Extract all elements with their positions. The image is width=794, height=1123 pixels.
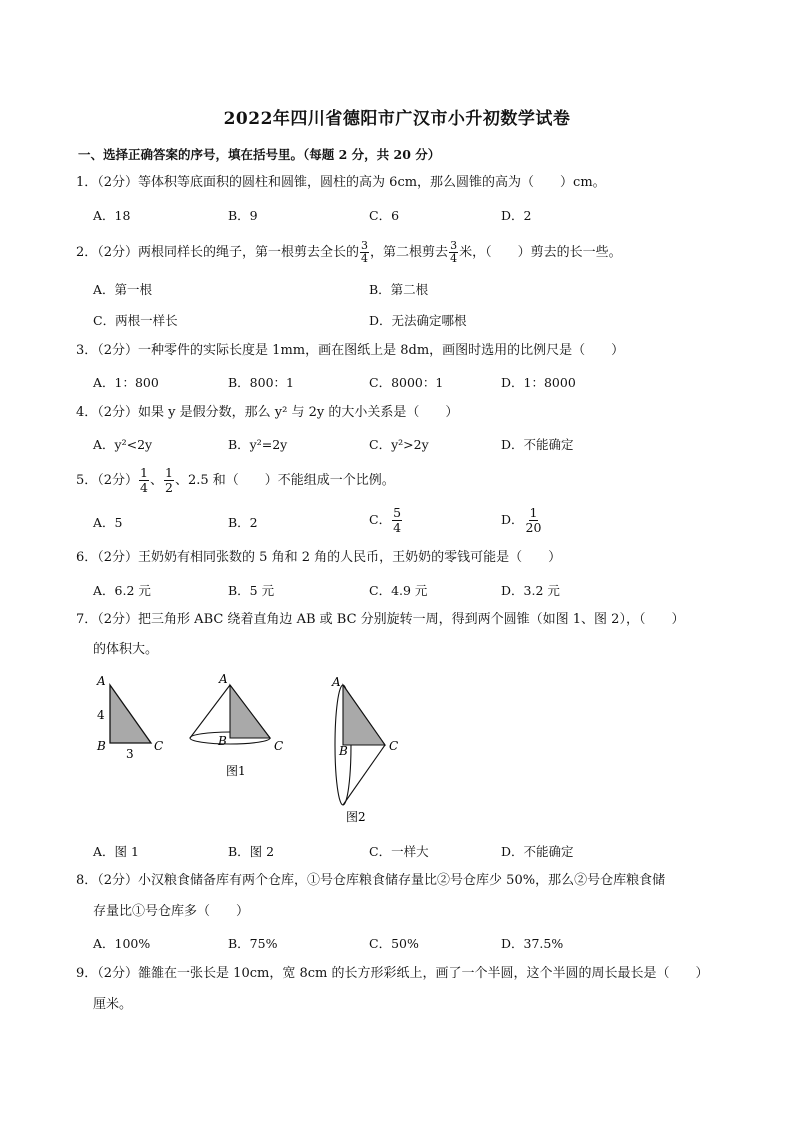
option-a[interactable]: A．1：800 — [93, 375, 159, 390]
option-b[interactable]: B．第二根 — [369, 282, 429, 297]
option-b[interactable]: B．9 — [228, 208, 258, 223]
option-d[interactable]: D．2 — [501, 208, 532, 223]
option-b[interactable]: B．图 2 — [228, 844, 275, 859]
label-b: B — [97, 739, 106, 753]
exam-title: 2022年四川省德阳市广汉市小升初数学试卷 — [223, 109, 571, 129]
question-2-text-start: 2．（2分）两根同样长的绳子，第一根剪去全长的 — [76, 245, 360, 260]
question-5-text: 、2.5 和（ ）不能组成一个比例。 — [174, 473, 395, 488]
option-c[interactable]: C．8000：1 — [369, 375, 444, 390]
question-3: 3．（2分）一种零件的实际长度是 1mm，画在图纸上是 8dm，画图时选用的比例尺是（ ） — [76, 343, 625, 358]
label-b: B — [339, 744, 348, 758]
fraction: $\frac{1}{2}$ — [165, 465, 173, 495]
cone2-triangle — [343, 685, 385, 745]
fraction: $\frac{3}{4}$ — [361, 239, 369, 265]
question-2-text-end: 米，（ ）剪去的长一些。 — [459, 245, 622, 260]
option-c[interactable]: C． $\frac{5}{4}$ — [369, 505, 402, 535]
question-7-line2: 的体积大。 — [93, 642, 159, 657]
label-a: A — [97, 674, 106, 688]
option-b[interactable]: B．75% — [228, 936, 278, 951]
option-c[interactable]: C．50% — [369, 936, 419, 951]
question-4: 4．（2分）如果 y 是假分数，那么 y² 与 2y 的大小关系是（ ） — [76, 405, 459, 420]
question-9-line1: 9．（2分）雒雒在一张长是 10cm，宽 8cm 的长方形彩纸上，画了一个半圆，这个半圆的周长最长是（ ） — [76, 966, 709, 981]
option-b[interactable]: B．2 — [228, 515, 258, 530]
label-c: C — [154, 739, 164, 753]
option-a[interactable]: A．6.2 元 — [93, 583, 151, 598]
label-bc-length: 3 — [126, 747, 134, 761]
option-a[interactable]: A．第一根 — [93, 282, 153, 297]
option-b[interactable]: B．800：1 — [228, 375, 294, 390]
option-a[interactable]: A．18 — [93, 208, 131, 223]
option-d[interactable]: D．无法确定哪根 — [369, 313, 467, 328]
option-b[interactable]: B．5 元 — [228, 583, 275, 598]
question-6: 6．（2分）王奶奶有相同张数的 5 角和 2 角的人民币，王奶奶的零钱可能是（ ） — [76, 550, 562, 565]
fraction: $\frac{1}{4}$ — [140, 465, 148, 495]
question-7-line1: 7．（2分）把三角形 ABC 绕着直角边 AB 或 BC 分别旋转一周，得到两个圆锥（如图 1、图 2），（ ） — [76, 612, 685, 627]
option-c[interactable]: C．4.9 元 — [369, 583, 428, 598]
option-a[interactable]: A．y²<2y — [93, 437, 153, 452]
option-c[interactable]: C．6 — [369, 208, 400, 223]
question-1: 1．（2分）等体积等底面积的圆柱和圆锥，圆柱的高为 6cm，那么圆锥的高为（ ）cm。 — [76, 175, 606, 190]
question-5-number: 5．（2分） — [76, 473, 139, 488]
label-c: C — [274, 739, 284, 753]
option-a[interactable]: A．图 1 — [93, 844, 139, 859]
option-d[interactable]: D．不能确定 — [501, 437, 574, 452]
question-5 — [76, 466, 395, 495]
option-d[interactable]: D．1：8000 — [501, 375, 576, 390]
question-8-line1: 8．（2分）小汉粮食储备库有两个仓库，①号仓库粮食储存量比②号仓库少 50%，那么②号仓库粮食储 — [76, 873, 666, 888]
triangle-abc — [110, 685, 151, 743]
option-a[interactable]: A．5 — [93, 515, 123, 530]
question-8-line2: 存量比①号仓库多（ ） — [93, 904, 250, 919]
label-a: A — [219, 672, 228, 686]
question-9-line2: 厘米。 — [93, 997, 133, 1012]
label-c: C — [389, 739, 399, 753]
option-d[interactable]: D．3.2 元 — [501, 583, 560, 598]
fig1-caption: 图1 — [226, 764, 246, 778]
separator: 、 — [150, 473, 164, 488]
question-2 — [76, 240, 622, 265]
option-c[interactable]: C．y²>2y — [369, 437, 429, 452]
question-2-text-mid: ，第二根剪去 — [370, 245, 449, 260]
option-c[interactable]: C．一样大 — [369, 844, 429, 859]
question-7-figure — [93, 668, 403, 828]
option-c[interactable]: C．两根一样长 — [93, 313, 178, 328]
option-a[interactable]: A．100% — [93, 936, 151, 951]
option-d[interactable]: D．37.5% — [501, 936, 564, 951]
option-d[interactable]: D． $\frac{1}{20}$ — [501, 505, 542, 535]
fig2-caption: 图2 — [346, 810, 366, 824]
cone-diagram — [93, 668, 403, 828]
label-b: B — [218, 734, 227, 748]
label-a: A — [332, 675, 341, 689]
cone1-triangle — [230, 685, 270, 738]
fraction: $\frac{3}{4}$ — [450, 239, 458, 265]
option-d[interactable]: D．不能确定 — [501, 844, 574, 859]
label-ab-length: 4 — [97, 708, 105, 722]
section-heading: 一、选择正确答案的序号，填在括号里。（每题 2 分，共 20 分） — [78, 147, 441, 162]
option-b[interactable]: B．y²=2y — [228, 437, 288, 452]
